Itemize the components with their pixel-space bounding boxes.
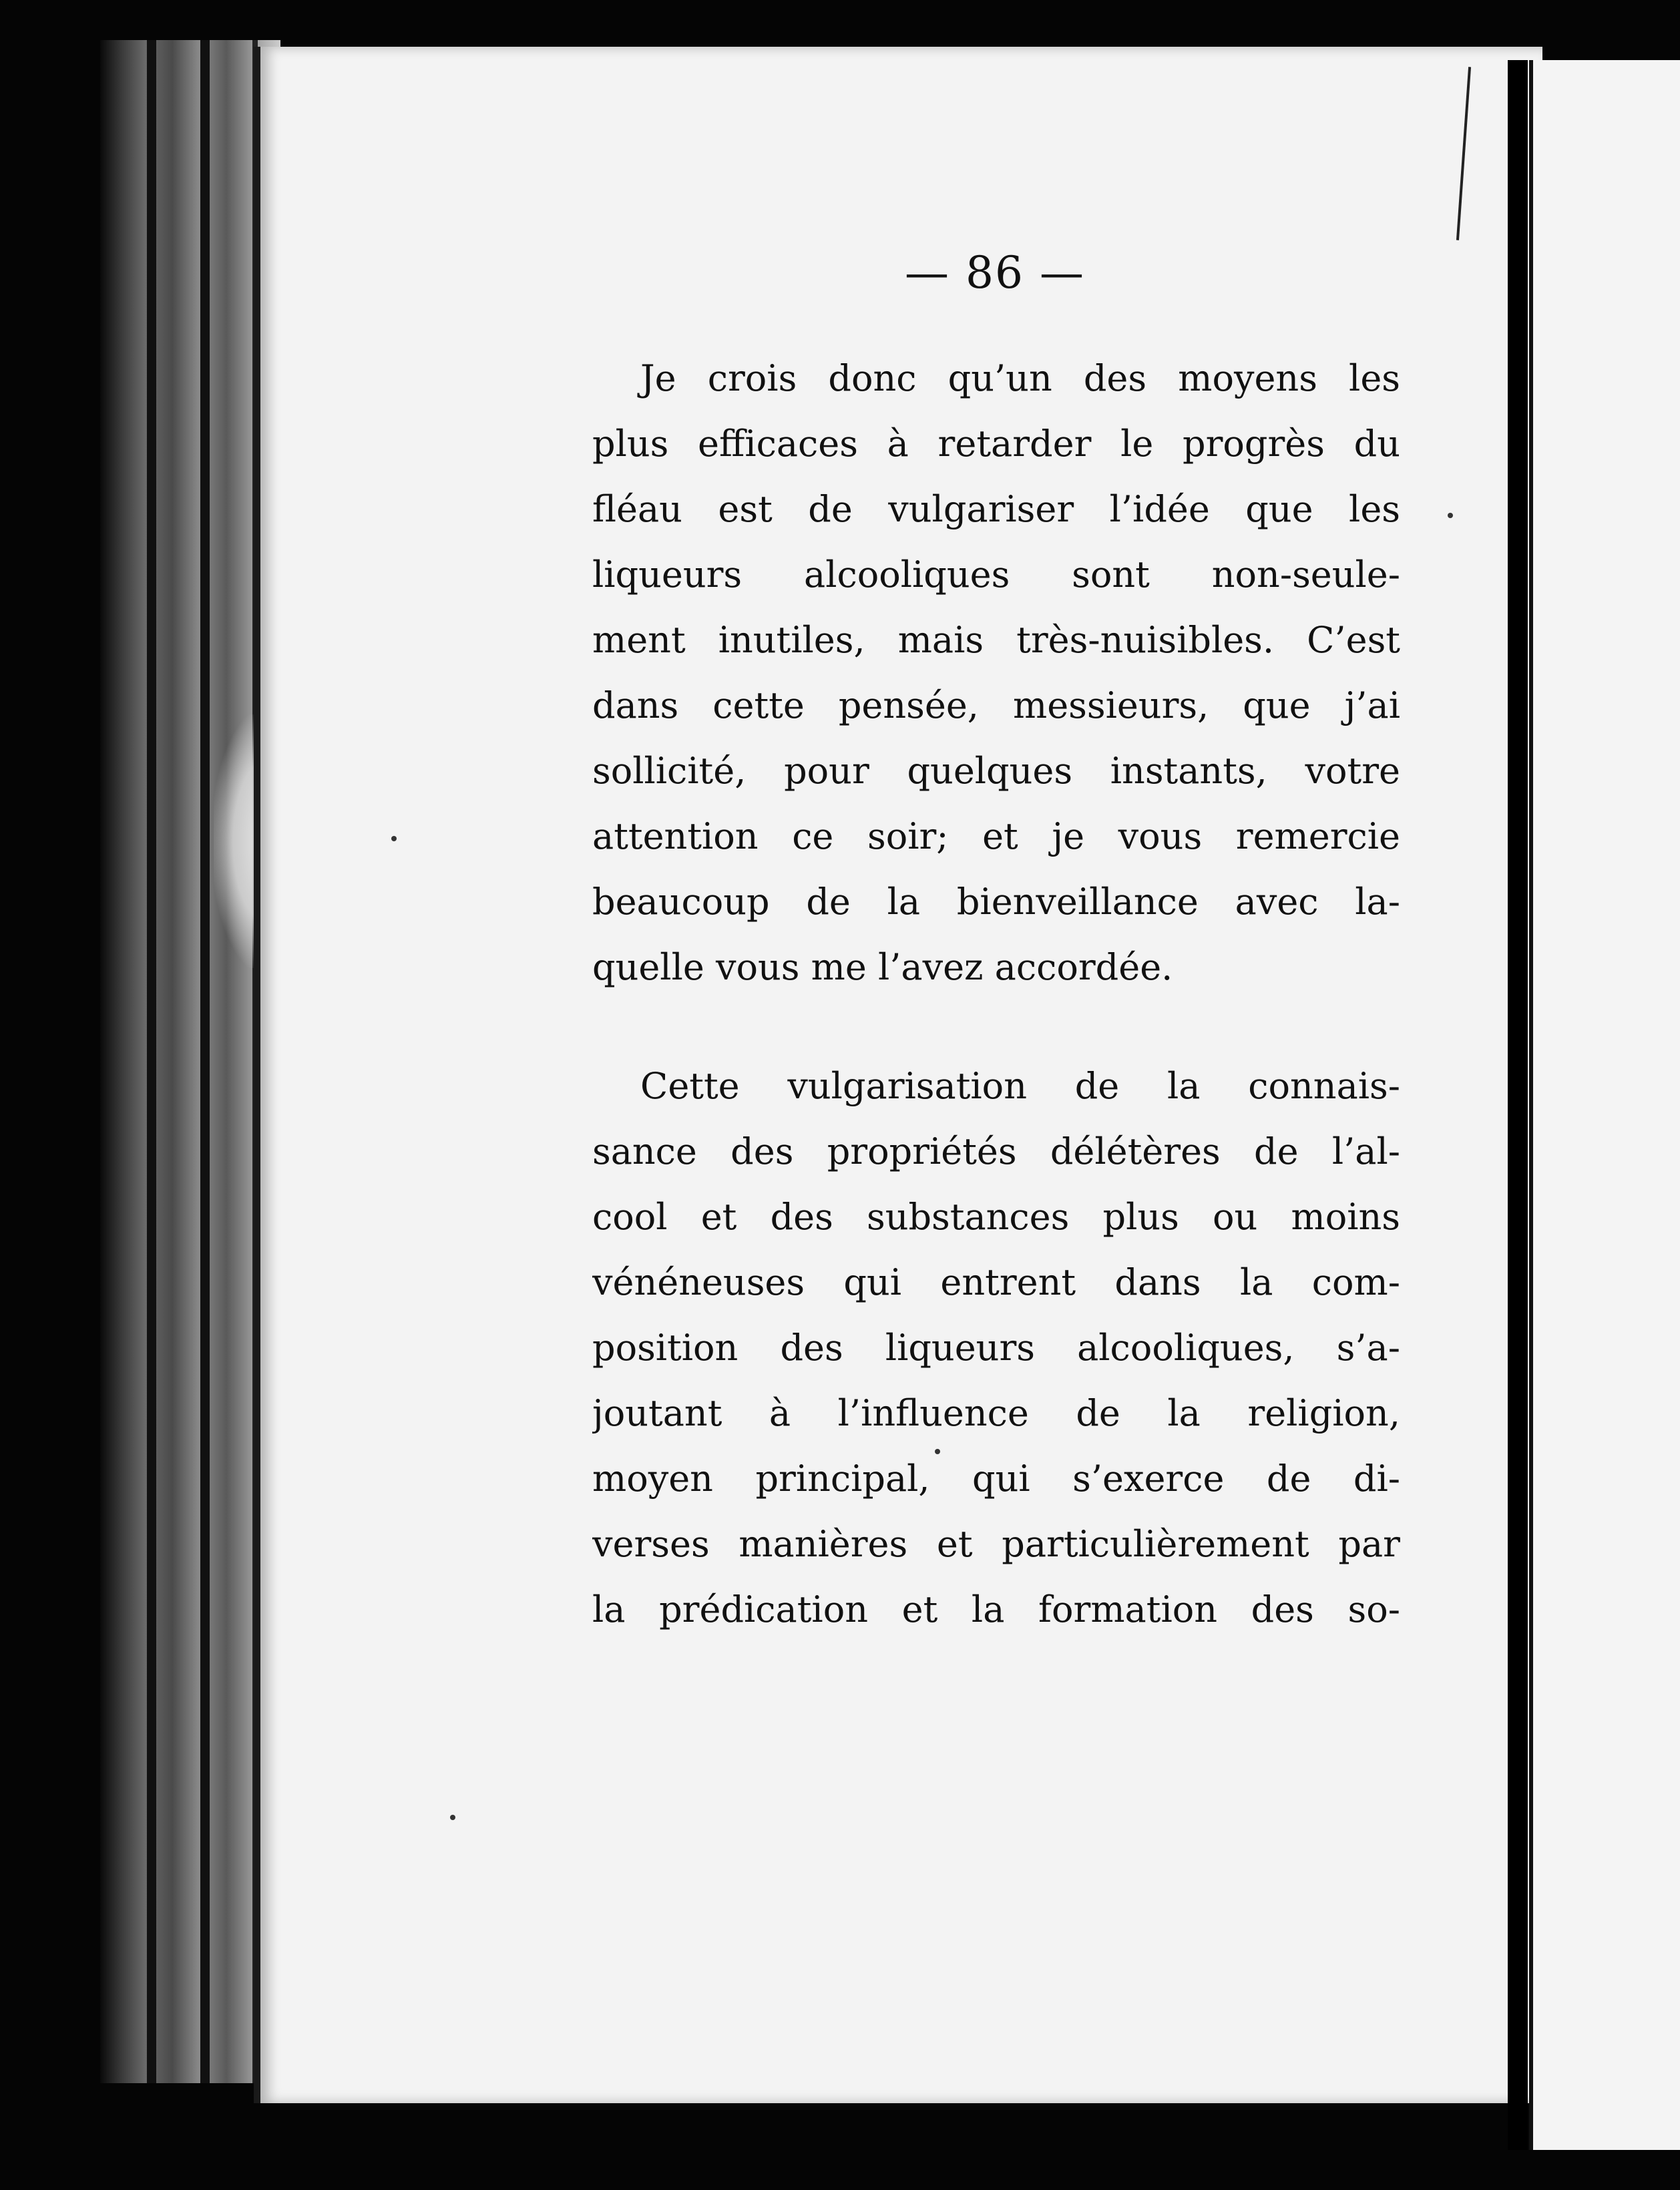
- text-line: dans cette pensée, messieurs, que j’ai: [592, 684, 1400, 726]
- text-line: moyen principal, qui s’exerce de di-: [592, 1458, 1400, 1500]
- text-line: verses manières et particulièrement par: [592, 1523, 1400, 1565]
- paragraph-2: [592, 1054, 1400, 1642]
- text-line: fléau est de vulgariser l’idée que les: [592, 488, 1400, 530]
- text-line: Je crois donc qu’un des moyens les: [640, 357, 1400, 399]
- text-line: la prédication et la formation des so-: [592, 1588, 1400, 1630]
- text-line: joutant à l’influence de la religion,: [592, 1392, 1400, 1434]
- text-line: liqueurs alcooliques sont non-seule-: [592, 554, 1400, 596]
- paper-speck: [391, 836, 397, 841]
- paper-speck: [1448, 513, 1453, 518]
- spine-edge-line: [200, 40, 210, 2083]
- text-line: quelle vous me l’avez accordée.: [592, 946, 1173, 988]
- text-line: sollicité, pour quelques instants, votre: [592, 750, 1400, 792]
- text-line: plus efficaces à retarder le progrès du: [592, 423, 1400, 465]
- paragraph-1: [592, 346, 1400, 1000]
- text-line: ment inutiles, mais très-nuisibles. C’est: [592, 619, 1400, 661]
- text-line: Cette vulgarisation de la connais-: [640, 1065, 1400, 1107]
- facing-page-edge: [1529, 60, 1680, 2150]
- text-line: attention ce soir; et je vous remercie: [592, 815, 1400, 857]
- spine-edge-line: [147, 40, 156, 2083]
- page-number: — 86 —: [905, 247, 1085, 298]
- text-line: vénéneuses qui entrent dans la com-: [592, 1261, 1400, 1303]
- text-line: beaucoup de la bienveillance avec la-: [592, 881, 1400, 923]
- text-line: position des liqueurs alcooliques, s’a-: [592, 1327, 1400, 1369]
- paper-speck: [450, 1815, 455, 1820]
- paper-speck: [935, 1449, 940, 1454]
- text-line: cool et des substances plus ou moins: [592, 1196, 1400, 1238]
- page-gutter: [1508, 60, 1528, 2150]
- text-line: sance des propriétés délétères de l’al-: [592, 1130, 1400, 1172]
